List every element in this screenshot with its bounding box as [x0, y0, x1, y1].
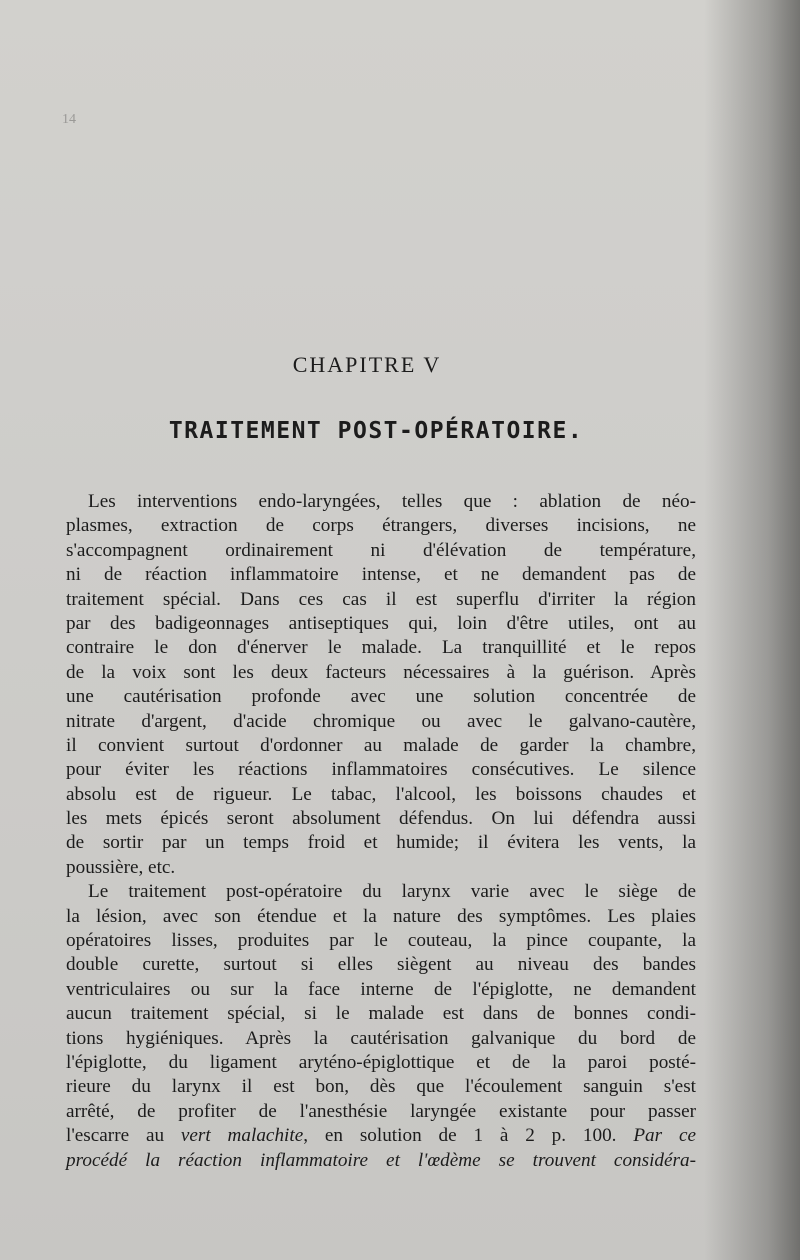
body-text — [66, 490, 696, 1173]
text-line: l'épiglotte, du ligament aryténo-épiglottique et de la paroi posté- — [66, 1051, 696, 1073]
text-line: par des badigeonnages antiseptiques qui, loin d'être utiles, ont au — [66, 612, 696, 634]
italic-text: Par ce — [633, 1125, 696, 1147]
text-line: procédé la réaction inflammatoire et l'œdème se trouvent considéra- — [66, 1149, 696, 1171]
text-line: la lésion, avec son étendue et la nature des symptômes. Les plaies — [66, 905, 696, 927]
text-line: plasmes, extraction de corps étrangers, diverses incisions, ne — [66, 515, 696, 537]
text-segment: l'escarre au — [66, 1125, 181, 1147]
chapter-title: TRAITEMENT POST-OPÉRATOIRE. — [168, 418, 584, 444]
italic-text: vert malachite — [180, 1125, 304, 1147]
page-number: 14 — [62, 112, 76, 127]
text-line: contraire le don d'énerver le malade. La tranquillité et le repos — [66, 637, 696, 659]
text-line: traitement spécial. Dans ces cas il est superflu d'irriter la région — [66, 588, 696, 610]
text-line: opératoires lisses, produites par le couteau, la pince coupante, la — [66, 930, 696, 952]
text-line: de sortir par un temps froid et humide; il évitera les vents, la — [66, 832, 696, 854]
text-line — [66, 1124, 696, 1148]
text-line: double curette, surtout si elles siègent au niveau des bandes — [66, 954, 696, 976]
text-line: aucun traitement spécial, si le malade est dans de bonnes condi- — [66, 1003, 696, 1025]
text-line: Le traitement post-opératoire du larynx varie avec le siège de — [88, 881, 696, 903]
text-line: absolu est de rigueur. Le tabac, l'alcool, les boissons chaudes et — [66, 783, 696, 805]
text-line: tions hygiéniques. Après la cautérisation galvanique du bord de — [66, 1027, 696, 1049]
text-line: les mets épicés seront absolument défendus. On lui défendra aussi — [66, 808, 696, 830]
text-line: Les interventions endo-laryngées, telles que : ablation de néo- — [88, 491, 696, 512]
text-line: de la voix sont les deux facteurs nécessaires à la guérison. Après — [66, 661, 696, 683]
text-line: il convient surtout d'ordonner au malade de garder la chambre, — [66, 734, 696, 756]
text-line: une cautérisation profonde avec une solution concentrée de — [66, 686, 696, 708]
text-line: s'accompagnent ordinairement ni d'élévation de température, — [66, 539, 696, 561]
text-line: rieure du larynx il est bon, dès que l'écoulement sanguin s'est — [66, 1076, 696, 1098]
text-segment: , en solution de 1 à 2 p. 100. — [303, 1125, 634, 1147]
chapter-label: CHAPITRE V — [292, 352, 442, 377]
text-line: ni de réaction inflammatoire intense, et ne demandent pas de — [66, 564, 696, 586]
text-line: ventriculaires ou sur la face interne de l'épiglotte, ne demandent — [66, 978, 696, 1000]
text-line: pour éviter les réactions inflammatoires consécutives. Le silence — [66, 759, 696, 781]
text-line: arrêté, de profiter de l'anesthésie laryngée existante pour passer — [66, 1100, 696, 1122]
text-line: poussière, etc. — [66, 856, 176, 878]
text-line: nitrate d'argent, d'acide chromique ou avec le galvano-cautère, — [66, 710, 696, 732]
